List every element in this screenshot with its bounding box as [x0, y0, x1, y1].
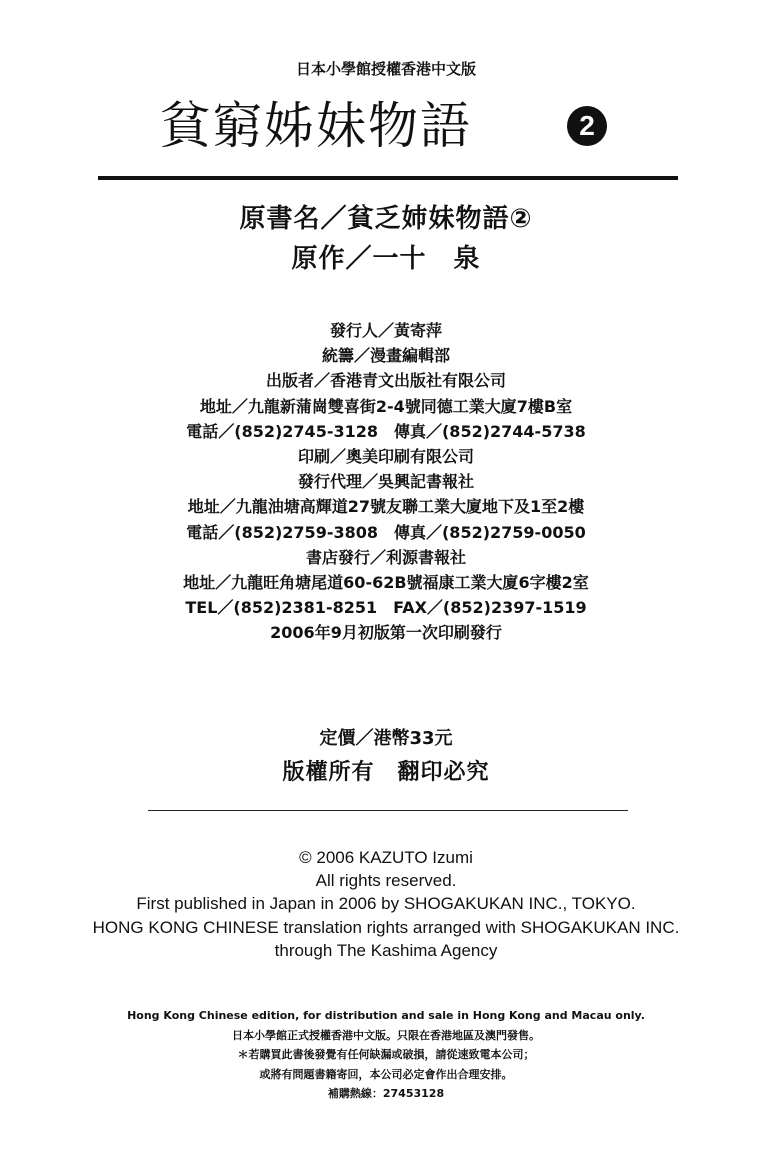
- credit-line: 發行代理／吳興記書報社: [297, 472, 474, 492]
- credit-line: 2006年9月初版第一次印刷發行: [270, 623, 502, 643]
- rights-notice: 版權所有 翻印必究: [282, 760, 490, 785]
- price: 定價／港幣33元: [319, 728, 453, 749]
- credit-line: 電話／(852)2759-3808 傳真／(852)2759-0050: [186, 522, 586, 542]
- credit-line: 統籌／漫畫編輯部: [321, 346, 450, 366]
- credit-line: 出版者／香港青文出版社有限公司: [265, 371, 506, 391]
- notice-line: ＊若購買此書後發覺有任何缺漏或破損，請從速致電本公司；: [237, 1048, 535, 1061]
- title-row: [0, 92, 772, 160]
- copyright-line: through The Kashima Agency: [274, 940, 498, 960]
- original-author: 原作／一十 泉: [291, 244, 481, 274]
- notice-line: 或將有問題書籍寄回，本公司必定會作出合理安排。: [259, 1067, 513, 1081]
- book-title: 貧窮姊妹物語: [160, 97, 472, 155]
- credit-line: 地址／九龍新蒲崗雙喜街2-4號同德工業大廈7樓B室: [199, 396, 573, 416]
- credit-line: 電話／(852)2745-3128 傳真／(852)2744-5738: [186, 421, 586, 441]
- copyright-line: First published in Japan in 2006 by SHOGAKUKAN INC., TOKYO.: [136, 894, 636, 914]
- credit-line: 地址／九龍油塘高輝道27號友聯工業大廈地下及1至2樓: [187, 497, 585, 517]
- credit-line: TEL／(852)2381-8251 FAX／(852)2397-1519: [185, 598, 587, 618]
- credit-line: 印刷／奧美印刷有限公司: [297, 447, 474, 467]
- copyright-line: HONG KONG CHINESE translation rights arranged with SHOGAKUKAN INC.: [92, 917, 680, 937]
- credit-line: 書店發行／利源書報社: [305, 547, 466, 567]
- credits-block: [0, 318, 772, 646]
- original-title: 原書名／貧乏姉妹物語②: [239, 204, 533, 234]
- copyright-block: [0, 846, 772, 962]
- license-line: 日本小學館授權香港中文版: [295, 60, 476, 78]
- copyright-line: © 2006 KAZUTO Izumi: [299, 848, 473, 867]
- credit-line: 地址／九龍旺角塘尾道60-62B號福康工業大廈6字樓2室: [183, 573, 589, 593]
- hotline: 補購熱線：27453128: [327, 1087, 445, 1100]
- credit-line: 發行人／黃寄萍: [329, 321, 442, 340]
- section-divider: [148, 810, 628, 811]
- distribution-notice: [0, 1006, 772, 1104]
- volume-badge: 2: [567, 106, 607, 146]
- title-divider: [98, 176, 678, 180]
- notice-line: Hong Kong Chinese edition, for distribution and sale in Hong Kong and Macau only.: [127, 1009, 645, 1022]
- notice-line: 日本小學館正式授權香港中文版。只限在香港地區及澳門發售。: [232, 1028, 540, 1042]
- copyright-line: All rights reserved.: [315, 871, 457, 891]
